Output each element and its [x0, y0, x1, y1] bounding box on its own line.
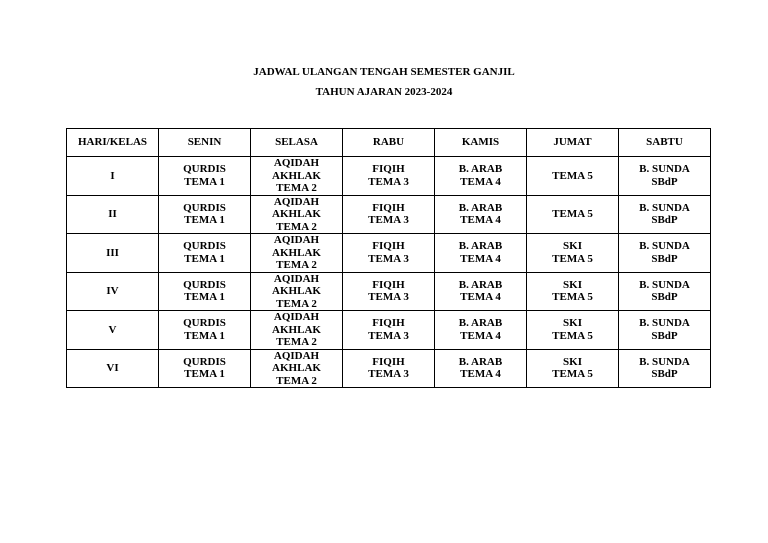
subject-line: SBdP — [651, 214, 678, 227]
subject-cell-jumat — [527, 157, 619, 196]
subject-line: B. ARAB — [458, 163, 503, 176]
subject-line: TEMA 5 — [552, 368, 593, 381]
subject-line: B. ARAB — [458, 278, 503, 291]
page-title: JADWAL ULANGAN TENGAH SEMESTER GANJIL — [253, 66, 515, 78]
subject-line: FIQIH — [372, 163, 405, 176]
subject-line: FIQIH — [372, 240, 405, 253]
subject-line: TEMA 1 — [184, 368, 225, 381]
subject-line: SKI — [563, 278, 582, 291]
subject-cell-senin — [159, 195, 251, 234]
subject-line: SBdP — [651, 175, 678, 188]
header-selasa: SELASA — [251, 129, 343, 157]
subject-line: TEMA 5 — [552, 252, 593, 265]
subject-line: SKI — [563, 317, 582, 330]
page-subtitle: TAHUN AJARAN 2023-2024 — [315, 86, 453, 98]
subject-cell-jumat — [527, 311, 619, 350]
subject-cell-selasa — [251, 311, 343, 350]
subject-cell-senin — [159, 272, 251, 311]
subject-line: TEMA 2 — [276, 220, 317, 233]
table-row — [67, 157, 711, 196]
subject-cell-kamis — [435, 311, 527, 350]
table-row — [67, 311, 711, 350]
subject-line: AQIDAH — [273, 272, 320, 285]
subject-line: AQIDAH — [273, 157, 320, 169]
header-sabtu: SABTU — [619, 129, 711, 157]
header-hari-kelas: HARI/KELAS — [67, 129, 159, 157]
subject-cell-jumat — [527, 349, 619, 388]
subject-line: TEMA 1 — [184, 291, 225, 304]
header-kamis: KAMIS — [435, 129, 527, 157]
subject-line: QURDIS — [183, 278, 226, 291]
subject-line: B. SUNDA — [639, 201, 690, 214]
subject-line: TEMA 1 — [184, 175, 225, 188]
subject-line: TEMA 2 — [276, 182, 317, 194]
kelas-cell: III — [67, 234, 159, 273]
subject-line: TEMA 2 — [276, 297, 317, 310]
subject-line: B. ARAB — [458, 201, 503, 214]
subject-cell-sabtu — [619, 311, 711, 350]
subject-cell-senin — [159, 157, 251, 196]
subject-line: TEMA 4 — [460, 175, 501, 188]
subject-line: SKI — [563, 240, 582, 253]
subject-cell-rabu — [343, 234, 435, 273]
subject-line: B. SUNDA — [639, 240, 690, 253]
subject-line: TEMA 4 — [460, 291, 501, 304]
table-row — [67, 349, 711, 388]
subject-cell-selasa — [251, 157, 343, 196]
subject-line: TEMA 2 — [276, 374, 317, 387]
subject-line: B. SUNDA — [639, 355, 690, 368]
subject-cell-sabtu — [619, 234, 711, 273]
subject-cell-rabu — [343, 195, 435, 234]
subject-cell-jumat — [527, 195, 619, 234]
subject-line: TEMA 1 — [184, 252, 225, 265]
subject-line: TEMA 5 — [552, 329, 593, 342]
subject-line: SKI — [563, 355, 582, 368]
subject-line: TEMA 1 — [184, 214, 225, 227]
subject-line: TEMA 3 — [368, 252, 409, 265]
subject-line: TEMA 4 — [460, 214, 501, 227]
subject-line: AKHLAK — [272, 169, 321, 182]
table-row — [67, 272, 711, 311]
subject-cell-rabu — [343, 349, 435, 388]
subject-cell-kamis — [435, 272, 527, 311]
subject-line: SBdP — [651, 329, 678, 342]
subject-cell-kamis — [435, 349, 527, 388]
subject-line: TEMA 1 — [184, 329, 225, 342]
header-jumat: JUMAT — [527, 129, 619, 157]
subject-line: TEMA 5 — [552, 291, 593, 304]
subject-line: TEMA 2 — [276, 336, 317, 348]
subject-line: QURDIS — [183, 163, 226, 176]
subject-line: TEMA 5 — [552, 169, 593, 182]
subject-line: SBdP — [651, 252, 678, 265]
subject-line: TEMA 2 — [276, 259, 317, 271]
subject-line: AKHLAK — [272, 285, 321, 297]
subject-line: AKHLAK — [272, 246, 321, 259]
header-row — [67, 129, 711, 157]
kelas-cell: V — [67, 311, 159, 350]
subject-line: FIQIH — [372, 278, 405, 291]
subject-line: QURDIS — [183, 317, 226, 330]
subject-line: AQIDAH — [273, 234, 320, 246]
schedule-body — [67, 157, 711, 388]
subject-line: B. ARAB — [458, 317, 503, 330]
subject-cell-selasa — [251, 272, 343, 311]
subject-line: AQIDAH — [273, 195, 320, 208]
subject-line: B. ARAB — [458, 240, 503, 253]
subject-line: SBdP — [651, 291, 678, 304]
subject-cell-selasa — [251, 234, 343, 273]
subject-line: AQIDAH — [273, 311, 320, 323]
subject-cell-kamis — [435, 195, 527, 234]
subject-line: SBdP — [651, 368, 678, 381]
subject-line: FIQIH — [372, 355, 405, 368]
subject-line: TEMA 3 — [368, 214, 409, 227]
table-row — [67, 195, 711, 234]
subject-line: TEMA 5 — [552, 208, 593, 220]
subject-line: QURDIS — [183, 355, 226, 368]
header-rabu: RABU — [343, 129, 435, 157]
subject-cell-selasa — [251, 349, 343, 388]
subject-line: FIQIH — [372, 317, 405, 330]
subject-line: AKHLAK — [272, 362, 321, 374]
subject-line: TEMA 4 — [460, 368, 501, 381]
subject-line: B. SUNDA — [639, 278, 690, 291]
subject-line: TEMA 3 — [368, 175, 409, 188]
subject-cell-jumat — [527, 272, 619, 311]
subject-line: B. SUNDA — [639, 163, 690, 176]
subject-line: B. ARAB — [458, 355, 503, 368]
kelas-cell: II — [67, 195, 159, 234]
subject-cell-kamis — [435, 234, 527, 273]
subject-cell-sabtu — [619, 195, 711, 234]
subject-line: QURDIS — [183, 201, 226, 214]
subject-cell-senin — [159, 311, 251, 350]
subject-cell-kamis — [435, 157, 527, 196]
subject-cell-selasa — [251, 195, 343, 234]
subject-cell-sabtu — [619, 157, 711, 196]
kelas-cell: VI — [67, 349, 159, 388]
subject-cell-rabu — [343, 311, 435, 350]
subject-line: TEMA 3 — [368, 329, 409, 342]
subject-cell-sabtu — [619, 272, 711, 311]
subject-line: TEMA 3 — [368, 291, 409, 304]
subject-line: TEMA 4 — [460, 329, 501, 342]
subject-cell-jumat — [527, 234, 619, 273]
subject-line: AKHLAK — [272, 323, 321, 336]
kelas-cell: I — [67, 157, 159, 196]
kelas-cell: IV — [67, 272, 159, 311]
subject-line: FIQIH — [372, 201, 405, 214]
subject-cell-senin — [159, 234, 251, 273]
subject-cell-sabtu — [619, 349, 711, 388]
subject-cell-rabu — [343, 272, 435, 311]
subject-line: QURDIS — [183, 240, 226, 253]
table-row — [67, 234, 711, 273]
subject-line: B. SUNDA — [639, 317, 690, 330]
subject-line: TEMA 4 — [460, 252, 501, 265]
subject-line: TEMA 3 — [368, 368, 409, 381]
subject-cell-senin — [159, 349, 251, 388]
subject-line: AKHLAK — [272, 208, 321, 220]
subject-line: AQIDAH — [273, 349, 320, 362]
subject-cell-rabu — [343, 157, 435, 196]
schedule-table — [66, 128, 711, 388]
header-senin: SENIN — [159, 129, 251, 157]
